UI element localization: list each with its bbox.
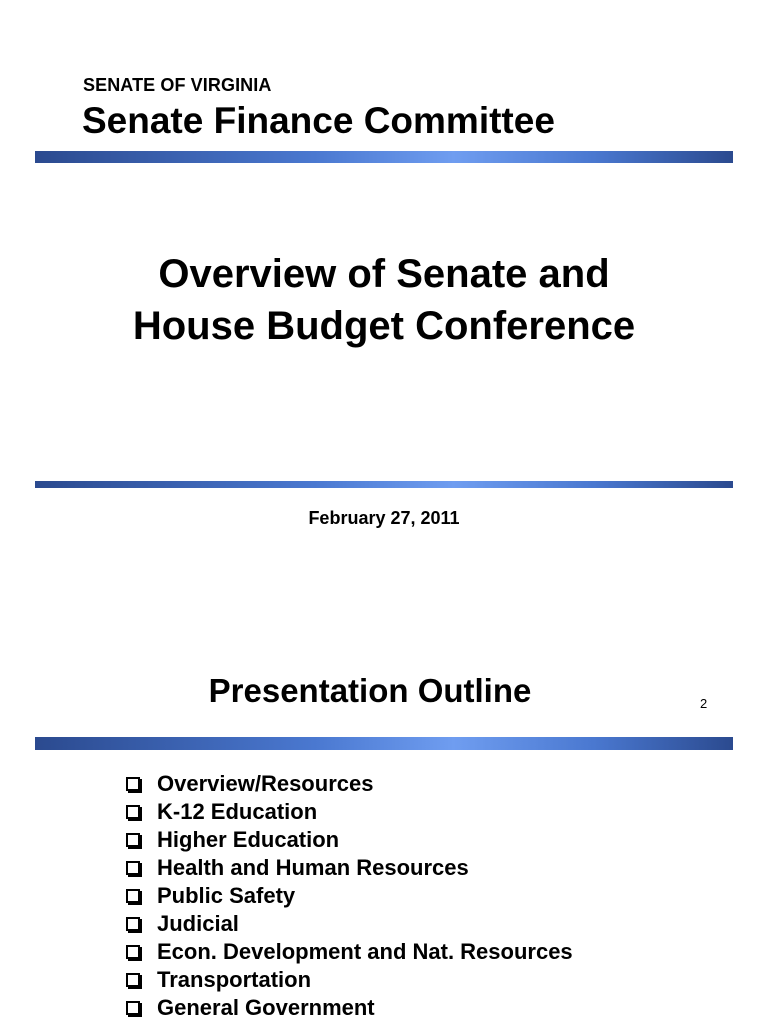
- list-item-label: Judicial: [157, 911, 239, 936]
- list-item-label: K-12 Education: [157, 799, 318, 824]
- list-item: [126, 770, 573, 798]
- list-item: [126, 910, 573, 938]
- list-item-label: Higher Education: [157, 827, 340, 852]
- header-rule: [35, 151, 733, 163]
- checkbox-icon: [126, 777, 140, 791]
- committee-title: Senate Finance Committee: [82, 100, 555, 141]
- checkbox-icon: [126, 917, 140, 931]
- checkbox-icon: [126, 889, 140, 903]
- divider-rule: [35, 481, 733, 488]
- list-item: [126, 826, 573, 854]
- outline-list: [126, 770, 573, 1022]
- checkbox-icon: [126, 861, 140, 875]
- list-item-label: General Government: [157, 995, 375, 1020]
- outline-slide: [0, 650, 768, 1024]
- list-item: [126, 966, 573, 994]
- outline-rule: [35, 737, 733, 750]
- presentation-title: [0, 248, 768, 352]
- checkbox-icon: [126, 833, 140, 847]
- list-item: [126, 854, 573, 882]
- outline-title: Presentation Outline: [208, 672, 532, 709]
- checkbox-icon: [126, 1001, 140, 1015]
- checkbox-icon: [126, 945, 140, 959]
- presentation-date: February 27, 2011: [308, 508, 460, 528]
- list-item-label: Health and Human Resources: [157, 855, 469, 880]
- presentation-title-line-2: House Budget Conference: [132, 304, 636, 348]
- list-item-label: Econ. Development and Nat. Resources: [157, 939, 573, 964]
- list-item: [126, 798, 573, 826]
- list-item: [126, 938, 573, 966]
- presentation-title-line-1: Overview of Senate and: [158, 252, 610, 296]
- checkbox-icon: [126, 973, 140, 987]
- list-item-label: Transportation: [157, 967, 312, 992]
- page-number: 2: [700, 696, 708, 711]
- org-label: SENATE OF VIRGINIA: [83, 75, 272, 95]
- checkbox-icon: [126, 805, 140, 819]
- list-item-label: Overview/Resources: [157, 771, 374, 796]
- list-item: [126, 994, 573, 1022]
- list-item: [126, 882, 573, 910]
- list-item-label: Public Safety: [157, 883, 296, 908]
